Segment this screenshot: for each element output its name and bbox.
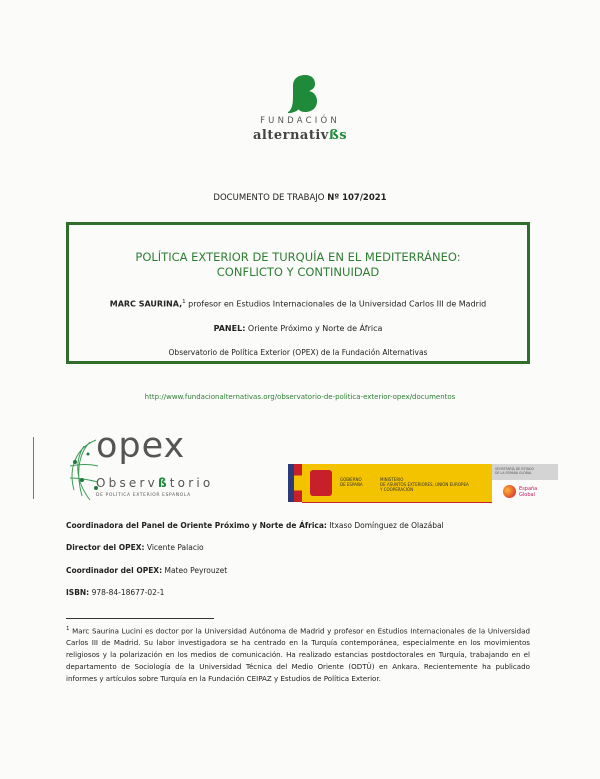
globe-network-icon	[66, 438, 100, 504]
obs-part-a: Observ	[96, 476, 158, 490]
espana-global-line-2: Global	[519, 492, 535, 498]
credit-value: 978-84-18677-02-1	[89, 588, 165, 597]
credit-label: Director del OPEX:	[66, 543, 145, 552]
author-description: profesor en Estudios Internacionales de la Universidad Carlos III de Madrid	[185, 299, 487, 309]
espana-global-line-1: España	[519, 486, 538, 492]
logo-word: alternativ	[252, 128, 329, 143]
credit-director	[66, 543, 204, 552]
footnote-text: Marc Saurina Lucini es doctor por la Universidad Autónoma de Madrid y profesor en Estudios Internacionales de la Universidad Carlos III de Madrid. Su labor investigadora se ha centrado en la Turquía contemporánea, especialmente en los movimientos religiosos y la polarización en los medios de comunicación. Ha realizado estancias postdoctorales en Turquía, trabajando en el departamento de Sociología de la Universidad Técnica del Medio Oriente (ODTÜ) en Ankara. Recientemente ha publicado informes y artículos sobre Turquía en la Fundación CEIPAZ y Estudios de Política Exterior.	[66, 626, 530, 684]
panel-value: Oriente Próximo y Norte de África	[245, 324, 383, 333]
obs-mark: ß	[157, 476, 170, 490]
credit-label: ISBN:	[66, 588, 90, 597]
government-logo	[288, 464, 560, 502]
opex-observatorio	[96, 476, 213, 490]
espana-global-text	[519, 486, 537, 498]
espana-global-icon	[503, 485, 516, 498]
title-line-2: CONFLICTO Y CONTINUIDAD	[216, 265, 380, 279]
title-box	[66, 222, 530, 364]
credit-coordinator	[66, 566, 227, 575]
panel-label: PANEL:	[213, 324, 246, 333]
obs-part-b: torio	[169, 476, 214, 490]
opex-logo	[66, 426, 216, 512]
logo-line-alternativas	[250, 128, 350, 143]
footnote	[66, 623, 530, 685]
ministerio-line-3: Y COOPERACIÓN	[380, 487, 414, 492]
gobierno-line-2: DE ESPAÑA	[340, 482, 363, 487]
vertical-divider	[33, 437, 34, 499]
footnote-separator	[66, 618, 214, 619]
credit-panel-coordinator	[66, 521, 444, 530]
fa-monogram-icon	[282, 74, 318, 114]
credit-value: Vicente Palacio	[144, 543, 204, 552]
author-name: MARC SAURINA,	[109, 299, 183, 309]
ministerio-line-1: MINISTERIO	[380, 477, 404, 482]
observatory-line: Observatorio de Política Exterior (OPEX) de la Fundación Alternativas	[168, 348, 428, 357]
footnote-marker: 1	[66, 626, 70, 632]
logo-mark: ßs	[328, 128, 348, 143]
ministerio-text	[380, 477, 469, 492]
secretaria-line-1: SECRETARÍA DE ESTADO	[495, 467, 535, 471]
gov-red-underline	[302, 502, 492, 503]
coat-of-arms-icon	[310, 470, 332, 496]
credit-isbn	[66, 588, 164, 597]
document-number-prefix: DOCUMENTO DE TRABAJO	[213, 193, 328, 203]
fundacion-alternativas-logo	[250, 74, 350, 154]
document-number	[0, 193, 600, 203]
spain-flag-strip	[294, 464, 302, 502]
gobierno-text	[340, 477, 363, 487]
credit-label: Coordinador del OPEX:	[66, 566, 163, 575]
author-line	[69, 299, 527, 309]
title-line-1: POLÍTICA EXTERIOR DE TURQUÍA EN EL MEDITERRÁNEO:	[135, 250, 461, 264]
secretaria-line-2: DE LA ESPAÑA GLOBAL	[495, 471, 532, 475]
opex-wordmark: opex	[96, 426, 186, 466]
opex-subtitle: DE POLÍTICA EXTERIOR ESPAÑOLA	[96, 493, 191, 498]
credit-value: Itxaso Domínguez de Olazábal	[326, 521, 444, 530]
credit-label: Coordinadora del Panel de Oriente Próximo y Norte de África:	[66, 521, 327, 530]
footnote-ref[interactable]: 1	[182, 299, 186, 305]
ministerio-line-2: DE ASUNTOS EXTERIORES, UNIÓN EUROPEA	[380, 482, 469, 487]
panel-line	[69, 324, 527, 333]
documents-link[interactable]: http://www.fundacionalternativas.org/observatorio-de-politica-exterior-opex/documentos	[144, 393, 456, 401]
credit-value: Mateo Peyrouzet	[162, 566, 228, 575]
logo-line-fundacion: FUNDACIÓN	[260, 116, 340, 126]
secretaria-text	[495, 467, 534, 475]
gobierno-line-1: GOBIERNO	[340, 477, 362, 482]
document-number-value: Nº 107/2021	[327, 193, 387, 203]
document-title	[69, 250, 527, 280]
